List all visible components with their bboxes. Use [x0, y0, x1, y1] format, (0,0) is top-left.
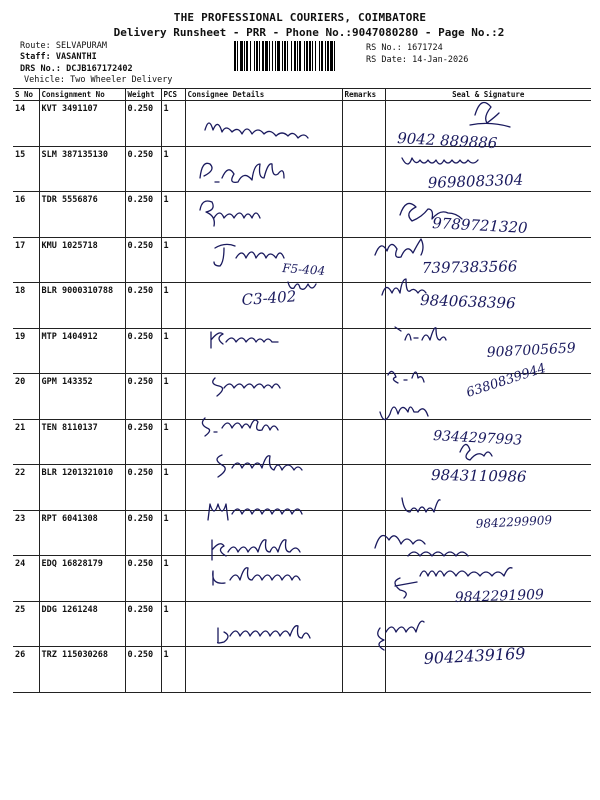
barcode-bar [250, 41, 251, 71]
cell-pcs: 1 [161, 283, 185, 329]
barcode-image [234, 41, 361, 71]
cell-consignment-no: RPT 6041308 [39, 510, 125, 556]
cell-pcs: 1 [161, 237, 185, 283]
table-row [13, 647, 591, 693]
barcode-bar [297, 41, 298, 71]
col-header-consignee: Consignee Details [185, 89, 342, 101]
cell-sno: 15 [13, 146, 39, 192]
handwritten-phone-22: 9843110986 [430, 466, 527, 486]
cell-pcs: 1 [161, 601, 185, 647]
staff-info [20, 52, 97, 62]
rs-date-info [366, 55, 468, 65]
table-row [13, 237, 591, 283]
table-row [13, 146, 591, 192]
cell-sno: 20 [13, 374, 39, 420]
barcode-bar [319, 41, 320, 71]
route-info [20, 41, 107, 51]
cell-sno: 14 [13, 101, 39, 147]
cell-consignee-details [185, 510, 342, 556]
cell-weight: 0.250 [125, 328, 161, 374]
cell-remarks [342, 237, 385, 283]
cell-sno: 24 [13, 556, 39, 602]
cell-weight: 0.250 [125, 556, 161, 602]
cell-consignment-no: TRZ 115030268 [39, 647, 125, 693]
table-row [13, 601, 591, 647]
runsheet-subtitle: Delivery Runsheet - PRR - Phone No.:9047080280 - Page No.:2 [113, 26, 505, 39]
cell-consignee-details [185, 283, 342, 329]
table-row [13, 283, 591, 329]
barcode-bar [312, 41, 313, 71]
cell-weight: 0.250 [125, 146, 161, 192]
barcode-bar [291, 41, 292, 71]
cell-seal-signature [385, 419, 591, 465]
cell-consignee-details [185, 146, 342, 192]
cell-weight: 0.250 [125, 192, 161, 238]
cell-consignment-no: KMU 1025718 [39, 237, 125, 283]
drs-info [20, 64, 133, 74]
cell-pcs: 1 [161, 374, 185, 420]
cell-remarks [342, 556, 385, 602]
cell-consignment-no: MTP 1404912 [39, 328, 125, 374]
cell-seal-signature [385, 101, 591, 147]
cell-pcs: 1 [161, 328, 185, 374]
cell-remarks [342, 146, 385, 192]
cell-weight: 0.250 [125, 465, 161, 511]
cell-sno: 16 [13, 192, 39, 238]
cell-pcs: 1 [161, 465, 185, 511]
cell-consignment-no: BLR 9000310788 [39, 283, 125, 329]
handwritten-phone-26: 9042439169 [423, 643, 526, 668]
barcode-bar [259, 41, 260, 71]
barcode-bar [234, 41, 236, 71]
barcode-bar [246, 41, 248, 71]
company-title: THE PROFESSIONAL COURIERS, COIMBATORE [173, 11, 427, 24]
cell-consignee-details [185, 101, 342, 147]
cell-weight: 0.250 [125, 283, 161, 329]
cell-seal-signature [385, 192, 591, 238]
cell-consignee-details [185, 328, 342, 374]
cell-consignee-details [185, 374, 342, 420]
col-header-sno: S No [13, 89, 39, 101]
barcode-bar [282, 41, 283, 71]
route-value: SELVAPURAM [55, 41, 108, 51]
cell-consignee-details [185, 192, 342, 238]
col-header-pcs: PCS [161, 89, 185, 101]
cell-remarks [342, 419, 385, 465]
handwritten-phone-15: 9698083304 [427, 170, 524, 192]
handwritten-phone-20: 6380839944 [464, 360, 548, 401]
cell-consignment-no: GPM 143352 [39, 374, 125, 420]
cell-remarks [342, 328, 385, 374]
cell-seal-signature [385, 374, 591, 420]
barcode-bar [334, 41, 335, 71]
barcode-bar [330, 41, 333, 71]
barcode-bar [277, 41, 280, 71]
rs-date-value: 14-Jan-2026 [412, 55, 469, 65]
cell-weight: 0.250 [125, 374, 161, 420]
barcode-bar [284, 41, 286, 71]
cell-seal-signature [385, 283, 591, 329]
barcode-bar [240, 41, 243, 71]
handwritten-phone-25: 9842291909 [454, 586, 545, 606]
cell-seal-signature [385, 601, 591, 647]
cell-remarks [342, 192, 385, 238]
cell-weight: 0.250 [125, 601, 161, 647]
staff-label: Staff: [20, 52, 51, 62]
barcode-bar [256, 41, 258, 71]
cell-seal-signature [385, 556, 591, 602]
barcode-bar [315, 41, 316, 71]
cell-seal-signature [385, 237, 591, 283]
cell-remarks [342, 101, 385, 147]
cell-sno: 26 [13, 647, 39, 693]
table-row [13, 374, 591, 420]
rs-no-label: RS No.: [366, 43, 402, 53]
handwritten-phone-18: 9840638396 [419, 291, 516, 313]
cell-sno: 22 [13, 465, 39, 511]
cell-consignment-no: SLM 387135130 [39, 146, 125, 192]
cell-pcs: 1 [161, 647, 185, 693]
handwritten-phone-19: 9087005659 [486, 340, 577, 361]
table-row [13, 328, 591, 374]
cell-consignment-no: BLR 1201321010 [39, 465, 125, 511]
cell-seal-signature [385, 146, 591, 192]
rs-no-info [366, 43, 443, 53]
cell-weight: 0.250 [125, 237, 161, 283]
cell-sno: 19 [13, 328, 39, 374]
cell-consignment-no: TEN 8110137 [39, 419, 125, 465]
cell-consignee-details [185, 465, 342, 511]
cell-pcs: 1 [161, 510, 185, 556]
barcode-bar [304, 41, 305, 71]
rs-date-label: RS Date: [366, 55, 407, 65]
col-header-signature: Seal & Signature [385, 89, 591, 101]
barcode-bar [299, 41, 301, 71]
barcode-bar [244, 41, 245, 71]
route-label: Route: [20, 41, 51, 51]
barcode-bar [321, 41, 323, 71]
col-header-remarks: Remarks [342, 89, 385, 101]
cell-consignee-details [185, 419, 342, 465]
table-row [13, 556, 591, 602]
runsheet-table [13, 88, 591, 693]
col-header-consignment: Consignment No [39, 89, 125, 101]
cell-pcs: 1 [161, 419, 185, 465]
table-row [13, 465, 591, 511]
cell-pcs: 1 [161, 192, 185, 238]
cell-remarks [342, 647, 385, 693]
barcode-bar [327, 41, 329, 71]
cell-seal-signature [385, 465, 591, 511]
cell-pcs: 1 [161, 101, 185, 147]
barcode-bar [275, 41, 276, 71]
col-header-weight: Weight [125, 89, 161, 101]
barcode-bar [269, 41, 270, 71]
cell-pcs: 1 [161, 146, 185, 192]
table-header-row [13, 89, 591, 101]
drs-label: DRS No.: [20, 64, 61, 74]
barcode-bar [306, 41, 308, 71]
handwritten-phone-14: 9042 889886 [396, 129, 498, 153]
cell-consignee-details [185, 601, 342, 647]
cell-sno: 23 [13, 510, 39, 556]
drs-value: DCJB167172402 [66, 64, 133, 74]
cell-remarks [342, 601, 385, 647]
staff-value: VASANTHI [55, 52, 97, 62]
vehicle-info [24, 75, 172, 85]
barcode-bar [287, 41, 288, 71]
cell-sno: 18 [13, 283, 39, 329]
barcode-bar [265, 41, 268, 71]
barcode-bar [262, 41, 264, 71]
cell-weight: 0.250 [125, 647, 161, 693]
cell-remarks [342, 510, 385, 556]
cell-weight: 0.250 [125, 419, 161, 465]
cell-weight: 0.250 [125, 510, 161, 556]
vehicle-label: Vehicle: [24, 75, 65, 85]
handwritten-phone-21: 9344297993 [432, 428, 523, 449]
barcode-bar [237, 41, 238, 71]
cell-remarks [342, 283, 385, 329]
handwritten-flat-17: F5-404 [281, 261, 326, 278]
table-row [13, 101, 591, 147]
barcode-bar [325, 41, 326, 71]
cell-consignment-no: KVT 3491107 [39, 101, 125, 147]
barcode-bar [294, 41, 296, 71]
cell-consignment-no: DDG 1261248 [39, 601, 125, 647]
handwritten-flat-18: C3-402 [241, 287, 297, 309]
cell-sno: 17 [13, 237, 39, 283]
barcode-bar [309, 41, 311, 71]
cell-pcs: 1 [161, 556, 185, 602]
rs-no-value: 1671724 [406, 43, 443, 53]
cell-remarks [342, 465, 385, 511]
cell-seal-signature [385, 510, 591, 556]
cell-sno: 21 [13, 419, 39, 465]
cell-remarks [342, 374, 385, 420]
cell-consignment-no: EDQ 16828179 [39, 556, 125, 602]
cell-seal-signature [385, 328, 591, 374]
cell-consignee-details [185, 237, 342, 283]
table-row [13, 510, 591, 556]
cell-consignment-no: TDR 5556876 [39, 192, 125, 238]
cell-consignee-details [185, 556, 342, 602]
cell-seal-signature [385, 647, 591, 693]
handwritten-phone-17: 7397383566 [421, 257, 518, 277]
handwritten-phone-16: 9789721320 [431, 214, 529, 237]
table-row [13, 192, 591, 238]
cell-sno: 25 [13, 601, 39, 647]
vehicle-value: Two Wheeler Delivery [70, 75, 173, 85]
cell-consignee-details [185, 647, 342, 693]
cell-weight: 0.250 [125, 101, 161, 147]
barcode-bar [272, 41, 273, 71]
barcode-bar [254, 41, 255, 71]
handwritten-phone-23: 9842299909 [475, 513, 553, 531]
table-row [13, 419, 591, 465]
